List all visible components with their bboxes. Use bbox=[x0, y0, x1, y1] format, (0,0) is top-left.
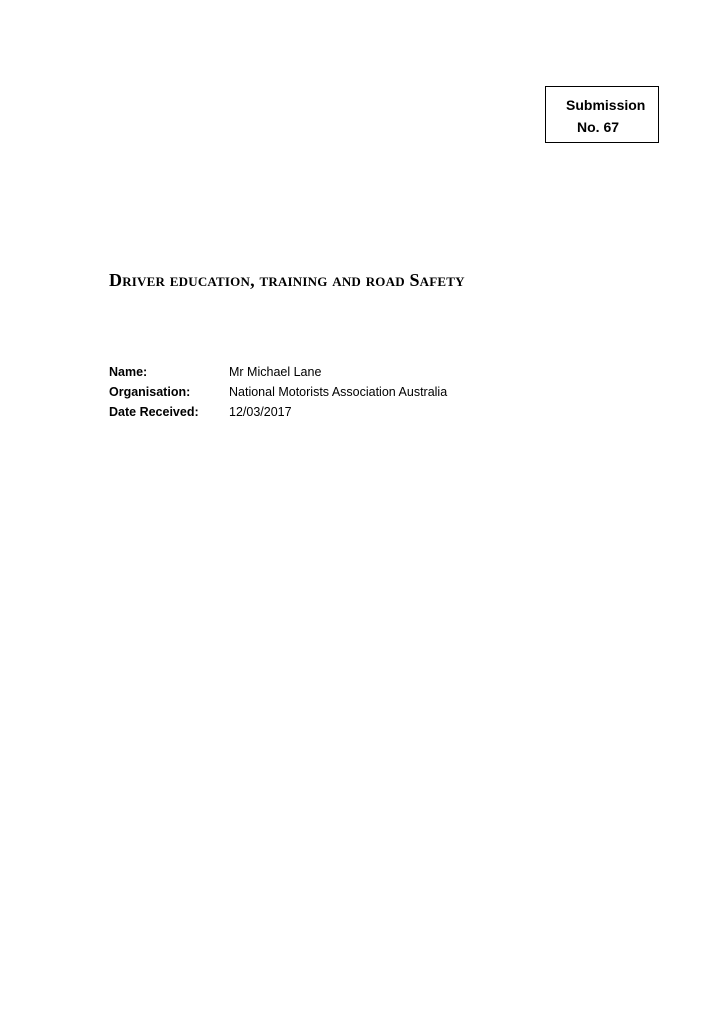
document-title: Driver education, training and road Safety bbox=[109, 270, 465, 290]
submission-number: No. 67 bbox=[577, 119, 620, 135]
detail-row-date-received bbox=[109, 402, 447, 422]
organisation-label: Organisation: bbox=[109, 385, 191, 399]
detail-row-name bbox=[109, 362, 447, 382]
submission-details bbox=[109, 362, 447, 422]
date-received-label: Date Received: bbox=[109, 405, 199, 419]
name-value: Mr Michael Lane bbox=[229, 365, 322, 379]
organisation-value: National Motorists Association Australia bbox=[229, 385, 448, 399]
detail-row-organisation bbox=[109, 382, 447, 402]
name-label: Name: bbox=[109, 365, 148, 379]
submission-number-box bbox=[545, 86, 659, 143]
date-received-value: 12/03/2017 bbox=[229, 405, 292, 419]
submission-label: Submission bbox=[566, 97, 646, 113]
